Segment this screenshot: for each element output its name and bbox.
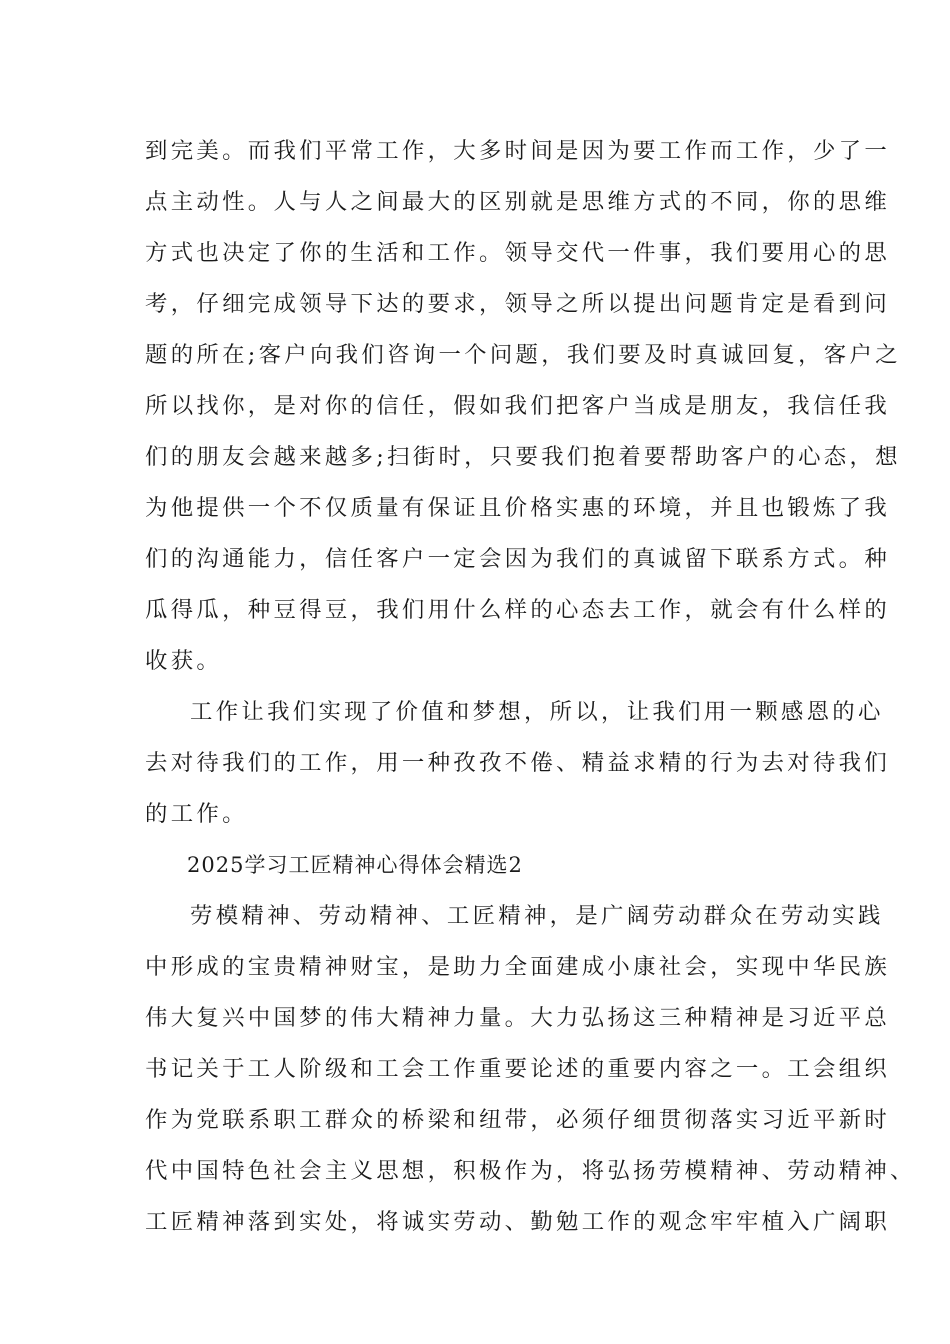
text-line: 工作让我们实现了价值和梦想，所以，让我们用一颗感恩的心 (190, 699, 884, 725)
text-line: 去对待我们的工作，用一种孜孜不倦、精益求精的行为去对待我们 (145, 750, 891, 776)
text-line: 中形成的宝贵精神财宝，是助力全面建成小康社会，实现中华民族 (145, 954, 891, 980)
text-line: 为他提供一个不仅质量有保证且价格实惠的环境，并且也锻炼了我 (145, 495, 891, 521)
text-line: 们的沟通能力，信任客户一定会因为我们的真诚留下联系方式。种 (145, 546, 891, 572)
document-body (145, 126, 916, 1248)
text-line: 瓜得瓜，种豆得豆，我们用什么样的心态去工作，就会有什么样的 (145, 597, 891, 623)
paragraph-3 (145, 891, 916, 1248)
section-heading: 2025学习工匠精神心得体会精选2 (187, 853, 523, 877)
text-line: 劳模精神、劳动精神、工匠精神，是广阔劳动群众在劳动实践 (190, 903, 884, 929)
text-line: 们的朋友会越来越多;扫街时，只要我们抱着要帮助客户的心态，想 (145, 444, 901, 470)
text-line: 收获。 (145, 648, 223, 674)
text-line: 到完美。而我们平常工作，大多时间是因为要工作而工作，少了一 (145, 138, 891, 164)
text-line: 代中国特色社会主义思想，积极作为，将弘扬劳模精神、劳动精神、 (145, 1158, 916, 1184)
text-line: 点主动性。人与人之间最大的区别就是思维方式的不同，你的思维 (145, 189, 891, 215)
text-line: 方式也决定了你的生活和工作。领导交代一件事，我们要用心的思 (145, 240, 891, 266)
text-line: 考，仔细完成领导下达的要求，领导之所以提出问题肯定是看到问 (145, 291, 891, 317)
text-line: 书记关于工人阶级和工会工作重要论述的重要内容之一。工会组织 (145, 1056, 891, 1082)
text-line: 作为党联系职工群众的桥梁和纽带，必须仔细贯彻落实习近平新时 (145, 1107, 891, 1133)
text-line: 所以找你，是对你的信任，假如我们把客户当成是朋友，我信任我 (145, 393, 891, 419)
text-line: 题的所在;客户向我们咨询一个问题，我们要及时真诚回复，客户之 (145, 342, 901, 368)
paragraph-2 (145, 687, 891, 840)
paragraph-1 (145, 126, 901, 687)
text-line: 工匠精神落到实处，将诚实劳动、勤勉工作的观念牢牢植入广阔职 (145, 1209, 891, 1235)
text-line: 的工作。 (145, 801, 248, 827)
text-line: 伟大复兴中国梦的伟大精神力量。大力弘扬这三种精神是习近平总 (145, 1005, 891, 1031)
